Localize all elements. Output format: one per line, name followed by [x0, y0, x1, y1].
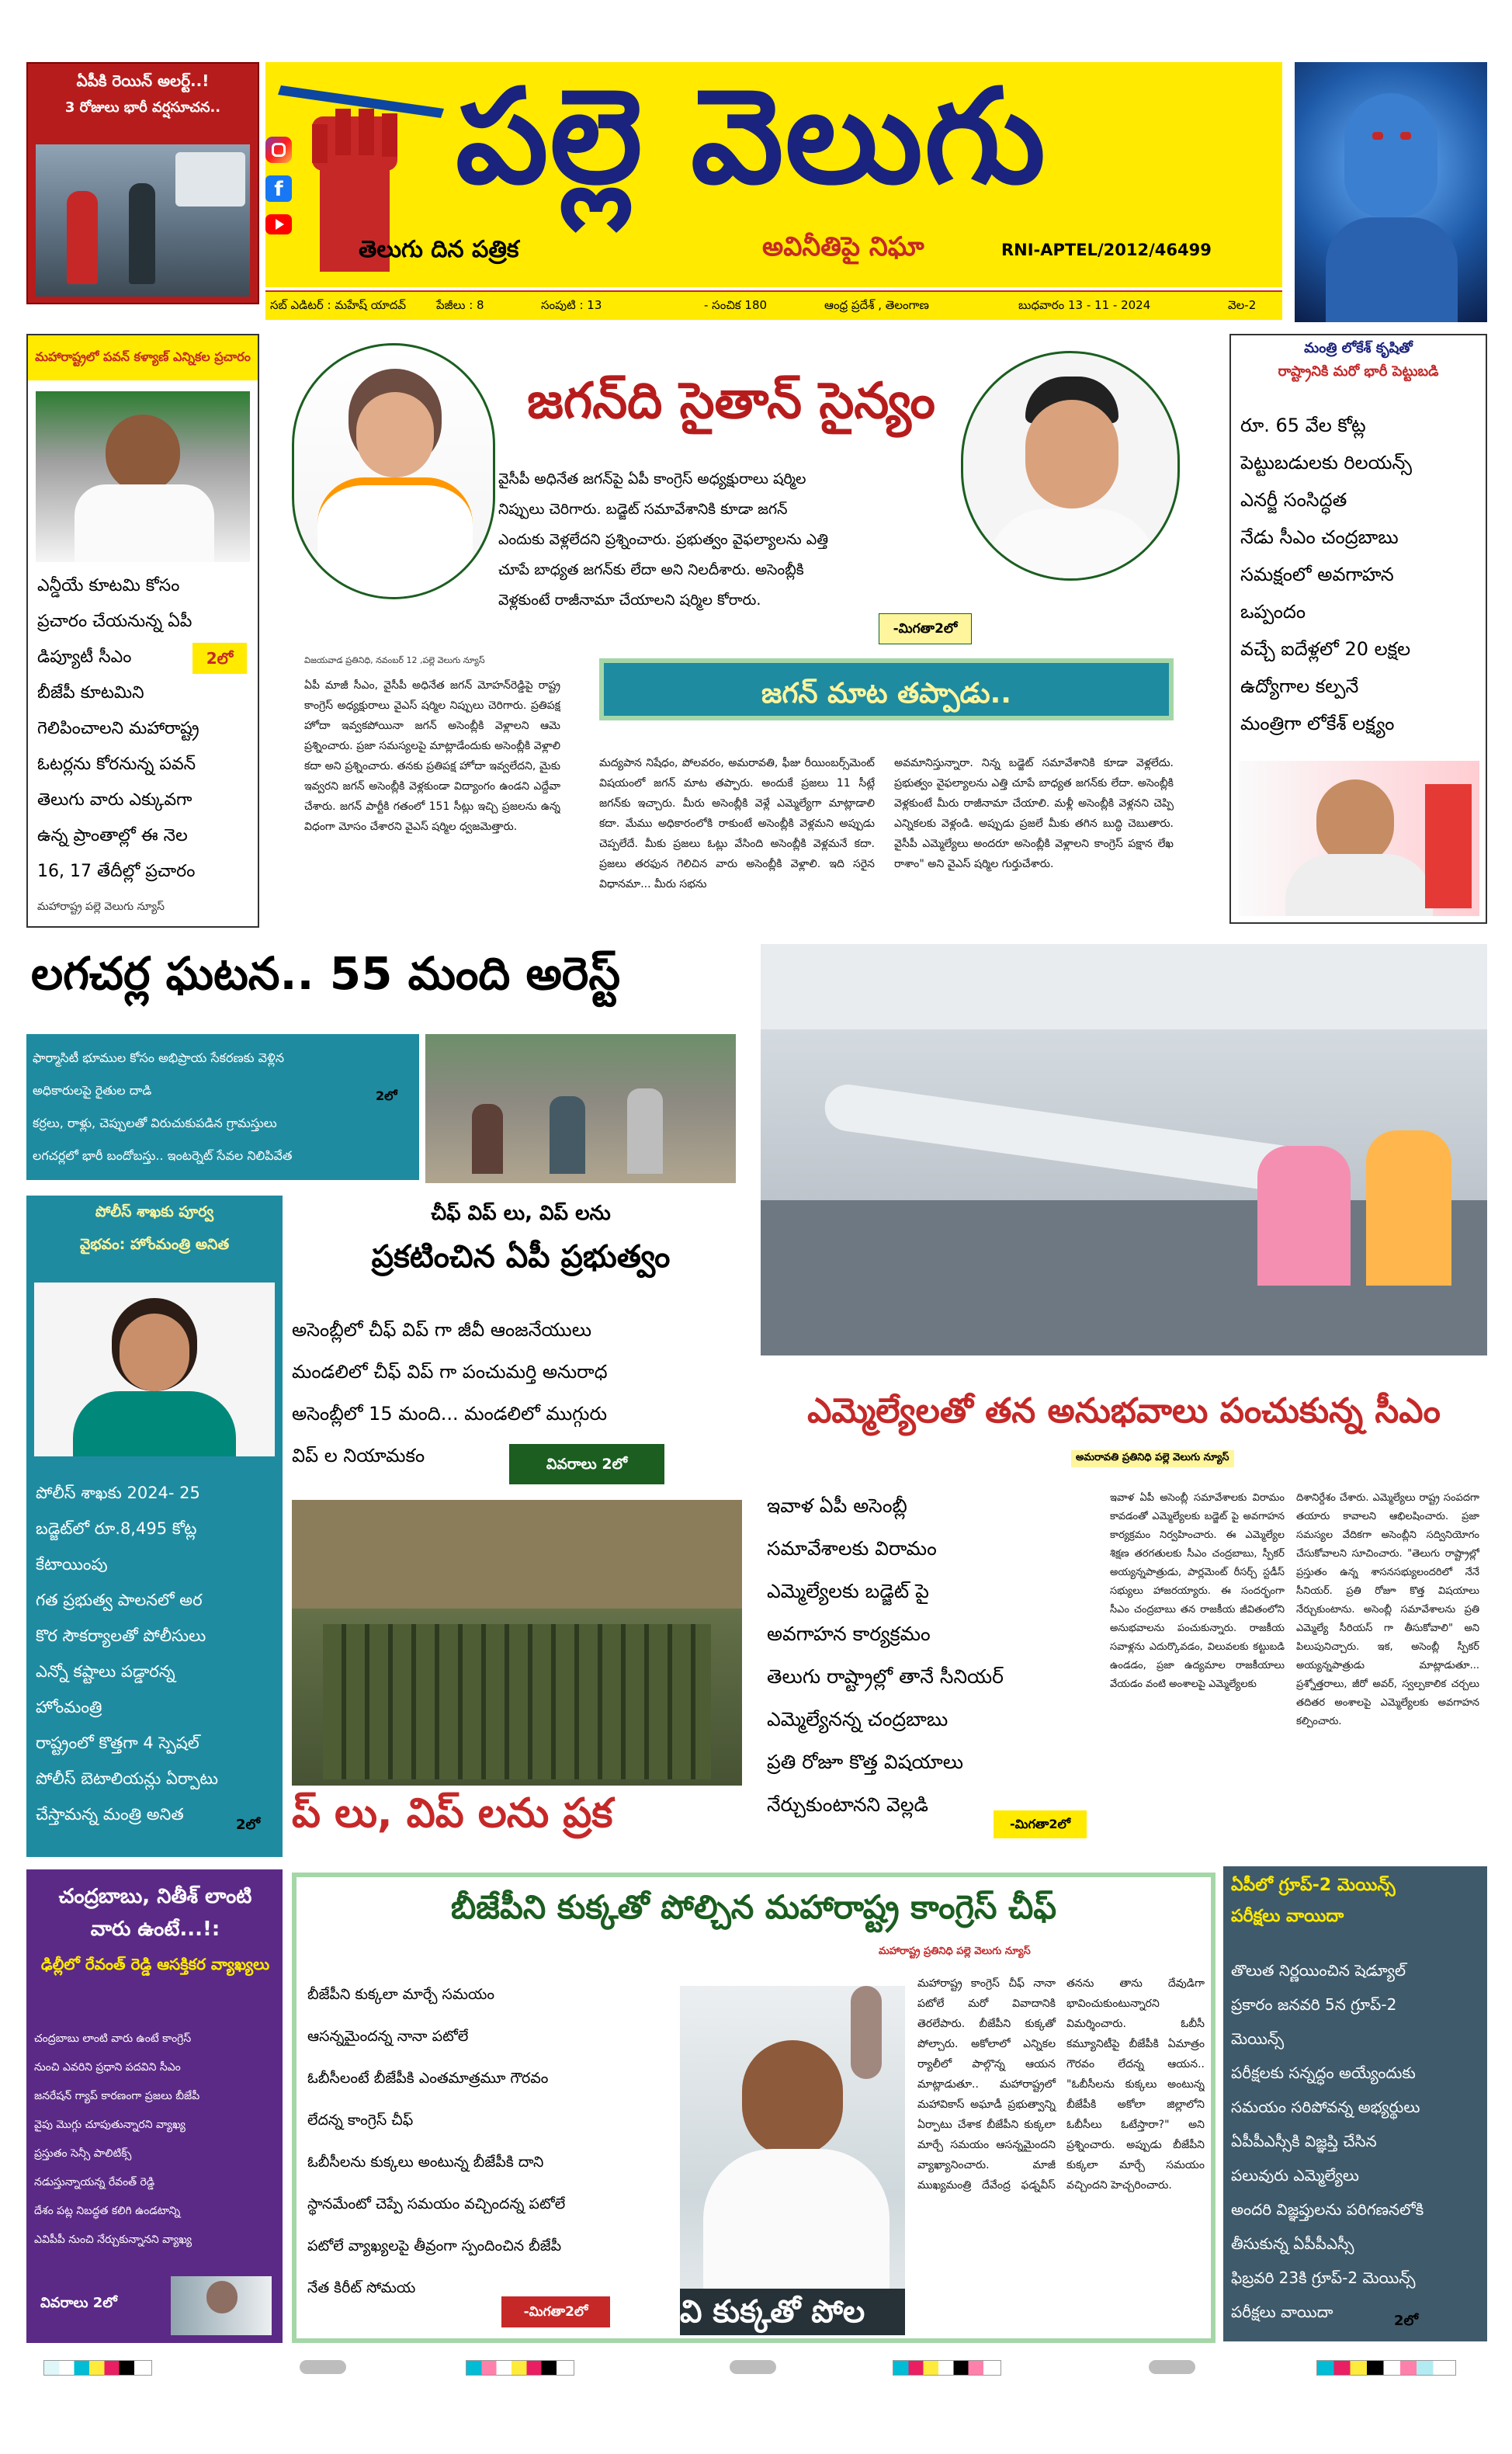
congress-points	[307, 1973, 680, 2309]
anitha-photo	[34, 1283, 275, 1456]
pawan-line: 16, 17 తేదీల్లో ప్రచారం	[37, 862, 196, 881]
police-line: హోంమంత్రి	[36, 1698, 102, 1716]
editor-label: సబ్ ఎడిటర్ : మహేష్ యాదవ్	[270, 298, 407, 312]
whip-line: అసెంబ్లీలో చీఫ్ విప్ గా జీవీ ఆంజనేయులు	[292, 1319, 592, 1341]
group2-line: సమయం సరిపోవన్న అభ్యర్థులు	[1231, 2098, 1420, 2116]
congress-line: నేత కిరీట్ సోమయ	[307, 2279, 416, 2296]
masthead-slogan: అవినీతిపై నిఘా	[762, 231, 924, 262]
masthead-tagline: తెలుగు దిన పత్రిక	[359, 236, 519, 263]
lead-body-col2: మద్యపాన నిషేధం, పోలవరం, అమరావతి, ఫీజు రీయింబర్స్‌మెంట్ విషయంలో జగన్ మాట తప్పారు. అందుకే ప్రజలు 11 సీట్లే జగన్‌కు ఇచ్చారు. మీరు అసెంబ్లీకి వెళ్లే ఎమ్మెల్యేగా మాట్లాడాలి కదా. మేము అధికారంలోకి రాకుంటే అసెంబ్లీకి వెళ్లమని అప్పుడు చెప్పలేదే. మీకు ప్రజలు ఓట్లు వేసింది అసెంబ్లీకి వెళ్లమనే కదా. ప్రజలు తరఫున గెలిచిన వారు అసెంబ్లీకి వెళ్లాలి. ఇది సరైన విధానమా... మీరు సభను	[599, 757, 875, 890]
revanth-points	[34, 2025, 279, 2254]
pawan-story[interactable]	[26, 334, 259, 928]
police-line: పోలీస్ బెటాలియన్లు ఏర్పాటు	[36, 1769, 219, 1788]
pawan-line: ఉన్న ప్రాంతాల్లో ఈ నెల	[37, 826, 188, 845]
whip-kicker: చీఫ్ విప్ లు, విప్ లను	[431, 1202, 611, 1225]
pawan-page-ref[interactable]: 2లో	[192, 643, 247, 674]
lokesh-line: నేడు సీఎం చంద్రబాబు	[1240, 526, 1399, 548]
police-header-2: వైభవం: హోంమంత్రి అనిత	[79, 1236, 230, 1253]
cm-body-col1: ఇవాళ ఏపీ అసెంబ్లీ సమావేశాలకు విరామం కావడంతో ఎమ్మెల్యేలకు బడ్జెట్ పై అవగాహన కార్యక్రమం నిర్వహించారు. ఈ ఎమ్మెల్యేల శిక్షణ తరగతులకు సీఎం చంద్రబాబు, స్పీకర్ అయ్యన్నపాత్రుడు, పార్లమెంట్ రీసర్చ్ స్టడీస్ సభ్యులు హాజరయ్యారు. ఈ సందర్భంగా సీఎం చంద్రబాబు తన రాజకీయ జీవితంలోని అనుభవాలను పంచుకున్నారు. రాజకీయ సవాళ్లను ఎదుర్కొవడం, విలువలకు కట్టుబడి ఉండడం, ప్రజా ఉద్యమాల రాజకీయాలు వేయడం వంటి అంశాలపై ఎమ్మెల్యేలకు	[1110, 1492, 1285, 1690]
price-label: వెల-2	[1228, 298, 1257, 312]
nana-patole-photo	[680, 1986, 905, 2335]
police-points	[36, 1475, 276, 1832]
congress-line: ఓబీసీలంటే బీజేపీకి ఎంతమాత్రమూ గౌరవం	[307, 2070, 549, 2087]
revanth-line: ప్రస్తుతం సెన్సీ పాలిటిక్స్	[34, 2147, 132, 2160]
cm-body-col2: దిశానిర్దేశం చేశారు. ఎమ్మెల్యేలు రాష్ట్ర సంపదగా తయారు కావాలని ఆభిలషించారు. ప్రజా సమస్యల వేదికగా అసెంబ్లీని సద్వినియోగం చేసుకోవాలని సూచించారు. "తెలుగు రాష్ట్రాల్లో ప్రస్తుతం ఉన్న శాసనసభ్యులందరిలో నేనే సీనియర్. ప్రతి రోజూ కొత్త విషయాలు నేర్చుకుంటాను. అసెంబ్లీ సమావేశాలను ప్రతి ఎమ్మెల్యే సీరియస్ గా తీసుకోవాలి" అని పిలుపునిచ్చారు. ఇక, అసెంబ్లీ స్పీకర్ అయ్యన్నపాత్రుడు మాట్లాడుతూ... ప్రశ్నోత్తరాలు, జీరో అవర్, స్వల్పకాలిక చర్చలు తదితర అంశాలపై ఎమ్మెల్యేలకు అవగాహన కల్పించారు.	[1296, 1492, 1479, 1727]
revanth-line: వైపు మొగ్గు చూపుతున్నారని వ్యాఖ్య	[34, 2119, 186, 2131]
group2-line: మెయిన్స్	[1231, 2029, 1285, 2048]
lokesh-line: ఒప్పందం	[1240, 601, 1306, 623]
group2-page-ref[interactable]: 2లో	[1394, 2313, 1419, 2329]
pages-label: పేజీలు : 8	[436, 298, 484, 312]
reg-number: RNI-APTEL/2012/46499	[1001, 241, 1212, 259]
lokesh-photo	[1239, 761, 1479, 916]
lead-story[interactable]	[281, 334, 1191, 928]
revanth-details-button[interactable]: వివరాలు 2లో	[40, 2295, 117, 2311]
revanth-line: చంద్రబాబు లాంటి వారు ఉంటే కాంగ్రెస్	[34, 2032, 192, 2045]
instagram-icon[interactable]	[265, 137, 292, 163]
group2-headline-1: ఏపీలో గ్రూప్-2 మెయిన్స్	[1231, 1876, 1396, 1895]
lead-summary-line: నిప్పులు చెరిగారు. బడ్జెట్ సమావేశానికి కూడా జగన్	[498, 501, 788, 518]
police-line: పోలీస్ శాఖకు 2024- 25	[36, 1484, 200, 1502]
group2-line: పరీక్షలకు సన్నద్ధం అయ్యేందుకు	[1231, 2064, 1416, 2082]
masthead-title: పల్లె వెలుగు	[456, 61, 1047, 213]
pawan-line: ప్రచారం చేయనున్న ఏపీ	[37, 612, 192, 631]
assembly-meeting-photo	[761, 944, 1487, 1355]
lagacharla-line: అధికారులపై రైతుల దాడి	[33, 1083, 152, 1098]
lead-summary-line: వెళ్లకుంటే రాజీనామా చేయాలని షర్మిల కోరారు.	[498, 592, 761, 609]
group2-line: ఫిబ్రవరి 23కి గ్రూప్-2 మెయిన్స్	[1231, 2268, 1416, 2287]
pawan-header: మహారాష్ట్రలో పవన్ కళ్యాణ్ ఎన్నికల ప్రచారం	[28, 335, 258, 380]
lead-more-link[interactable]: -మిగతా2లో	[879, 613, 972, 644]
lokesh-line: ఎనర్జీ సంసిద్ధత	[1240, 489, 1347, 511]
cm-line: ఎమ్మెల్యేనన్న చంద్రబాబు	[767, 1708, 948, 1730]
cm-dateline: అమరావతి ప్రతినిధి పల్లె వెలుగు న్యూస్	[1071, 1450, 1234, 1467]
revanth-line: నుంచి ఎవరిని ప్రధాని పదవిని సీఎం	[34, 2061, 181, 2074]
pawan-line: ఓటర్లను కోరనున్న పవన్	[37, 755, 196, 774]
pawan-line: బీజేపీ కూటమిని	[37, 683, 144, 703]
lagacharla-points	[33, 1042, 413, 1172]
revanth-story[interactable]	[26, 1869, 283, 2343]
whip-line: విప్ ల నియామకం	[292, 1445, 425, 1466]
police-line: బడ్జెట్‌లో రూ.8,495 కోట్ల	[36, 1519, 197, 1538]
lokesh-line: మంత్రిగా లోకేశ్ లక్ష్యం	[1240, 713, 1395, 734]
revanth-headline: చంద్రబాబు, నితీశ్ లాంటి వారు ఉంటే...!:	[58, 1885, 252, 1941]
group2-headline-2: పరీక్షలు వాయిదా	[1231, 1907, 1344, 1926]
whip-photo-caption: ప్ లు, విప్ లను ప్రక	[292, 1786, 742, 1841]
police-line: ఎన్నో కష్టాలు పడ్డారన్న	[36, 1662, 175, 1681]
rain-photo	[36, 144, 250, 297]
revanth-line: జనరేషన్ గ్యాప్ కారణంగా ప్రజలు బీజేపీ	[34, 2090, 200, 2102]
cm-line: ప్రతి రోజూ కొత్త విషయాలు	[767, 1751, 964, 1773]
police-header-1: పోలీస్ శాఖకు పూర్వ	[95, 1203, 214, 1220]
revanth-line: నడుస్తున్నాయన్న రేవంత్ రెడ్డి	[34, 2176, 155, 2188]
lead-headline: జగన్‌ది సైతాన్ సైన్యం	[527, 373, 935, 430]
youtube-icon[interactable]	[265, 214, 292, 234]
police-line: కేటాయింపు	[36, 1555, 108, 1574]
congress-line: లేదన్న కాంగ్రెస్ చీఫ్	[307, 2112, 414, 2129]
revanth-photo	[171, 2276, 272, 2335]
date-label: బుధవారం 13 - 11 - 2024	[1018, 298, 1151, 312]
lead-body-col3: అవమానిస్తున్నారా. నిన్న బడ్జెట్ సమావేశానికి కూడా వెళ్లలేదు. ప్రభుత్వం వైఫల్యాలను ఎత్తి చూపే బాధ్యత జగన్‌కు లేదా. అసెంబ్లీకి వెళ్లకుంటే మీరు రాజీనామా చేయాలి. మళ్లీ అసెంబ్లీకి వెళ్లనని చెప్పి ఎన్నికలకు వెళ్లండి. అప్పుడు ప్రజలే మీకు తగిన బుద్ధి చెబుతారు. వైసీపీ ఎమ్మెల్యేలు అందరూ అసెంబ్లీకి వెళ్లాలని కాంగ్రెస్ పక్షాన లేఖ రాశాం" అని వైఎస్ షర్మిల గుర్తుచేశారు.	[894, 757, 1174, 870]
pawan-photo	[36, 391, 250, 562]
lokesh-line: వచ్చే ఐదేళ్లలో 20 లక్షల	[1240, 638, 1411, 660]
ticker-left-subtitle: 3 రోజులు భారీ వర్షసూచన..	[64, 99, 221, 116]
congress-story[interactable]	[292, 1873, 1215, 2343]
congress-line: ఓబీసీలను కుక్కలు అంటున్న బీజేపీకి దాని	[307, 2154, 544, 2171]
group2-line: ప్రకారం జనవరి 5న గ్రూప్-2	[1231, 1995, 1397, 2014]
cm-line: అవగాహన కార్యక్రమం	[767, 1623, 931, 1645]
whip-line: మండలిలో చీఫ్ విప్ గా పంచుమర్తి అనురాధ	[292, 1361, 608, 1383]
lokesh-line: సమక్షంలో అవగాహన	[1240, 564, 1394, 585]
congress-line: పటోలే వ్యాఖ్యలపై తీవ్రంగా స్పందించిన బీజేపీ	[307, 2237, 562, 2254]
lagacharla-teaser[interactable]	[26, 1034, 419, 1180]
cm-line: ఇవాళ ఏపీ అసెంబ్లీ	[767, 1494, 907, 1517]
congress-headline: బీజేపీని కుక్కతో పోల్చిన మహారాష్ట్ర కాంగ్రెస్ చీఫ్	[450, 1888, 1057, 1926]
group2-points	[1231, 1953, 1481, 2329]
congress-line: స్థానమేంటో చెప్పే సమయం వచ్చిందన్న పటోలే	[307, 2195, 566, 2213]
group2-story[interactable]	[1223, 1866, 1487, 2341]
lead-dateline: విజయవాడ ప్రతినిధి, నవంబర్ 12 ,పల్లె వెలుగు న్యూస్	[304, 655, 485, 665]
whip-headline: ప్రకటించిన ఏపీ ప్రభుత్వం	[371, 1239, 671, 1275]
lead-body-col1: ఏపీ మాజీ సీఎం, వైసీపీ అధినేత జగన్ మోహన్‌రెడ్డిపై రాష్ట్ర కాంగ్రెస్ అధ్యక్షురాలు వైఎస్ షర్మిల నిప్పులు చెరిగారు. ప్రతిపక్ష హోదా ఇవ్వకపోయినా జగన్ అసెంబ్లీకి వెళ్లాలని ఆమె ప్రశ్నించారు. ప్రజా సమస్యలపై మాట్లాడేందుకు అసెంబ్లీకి వెళ్లాలి కదా అని ప్రశ్నించారు. తనకు ప్రతిపక్ష హోదా ఇవ్వలేదని, మైకు ఇవ్వరని జగన్ అసెంబ్లీకి వెళ్లకుండా విద్యాంగం ఉండని ఎద్దేవా చేశారు. జగన్ పార్టీకి గతంలో 151 సీట్లు ఇచ్చి ప్రజలను ఉన్న విధంగా మోసం చేశారని వైఎస్ షర్మిల ధ్వజమెత్తారు.	[304, 679, 560, 833]
cm-line: ఎమ్మెల్యేలకు బడ్జెట్ పై	[767, 1580, 929, 1602]
congress-body: మహారాష్ట్ర కాంగ్రెస్ చీఫ్ నానా పటోలే మరో వివాదానికి తెరలేపారు. బీజేపీని కుక్కతో పోల్చారు. అకోలాలో ఎన్నికల ర్యాలీలో పాల్గొన్న ఆయన మాట్లాడుతూ.. మహారాష్ట్రలో మహావికాస్ అఘాడీ ప్రభుత్వాన్ని ఏర్పాటు చేశాక బీజేపీని కుక్కలా మార్చే సమయం ఆసన్నమైందని వ్యాఖ్యానించారు. మాజీ ముఖ్యమంత్రి దేవేంద్ర ఫడ్నవీస్ తనను తాను దేవుడిగా భావించుకుంటున్నారని విమర్శించారు. ఓబీసీ కమ్యూనిటీపై బీజేపీకి ఏమాత్రం గౌరవం లేదన్న ఆయన.. "ఓబీసీలను కుక్కలు అంటున్న బీజేపీకి అకోలా జిల్లాలోని ఓబీసీలు ఓటేస్తారా?" అని ప్రశ్నించారు. అప్పుడు బీజేపీని కుక్కలా మార్చే సమయం వచ్చిందని హెచ్చరించారు.	[917, 1977, 1205, 2192]
cm-points	[767, 1484, 1101, 1826]
revanth-subhead: ఢిల్లీలో రేవంత్ రెడ్డి ఆసక్తికర వ్యాఖ్యలు	[40, 1955, 270, 1973]
facebook-icon[interactable]: f	[265, 175, 292, 202]
cm-story[interactable]	[761, 1360, 1487, 1857]
lokesh-story[interactable]	[1229, 334, 1487, 924]
lokesh-points	[1240, 407, 1481, 742]
whip-story[interactable]	[292, 1196, 750, 1857]
congress-dateline: మహారాష్ట్ర ప్రతినిధి పల్లె వెలుగు న్యూస్	[879, 1945, 1031, 1957]
pawan-line: ఎన్డీయే కూటమి కోసం	[37, 576, 180, 595]
lagacharla-headline: లగచర్ల ఘటన.. 55 మంది అరెస్ట్	[31, 947, 621, 1000]
ticker-left-title: ఏపీకి రెయిన్ అలర్ట్..!	[76, 71, 210, 90]
volume-label: సంపుటి : 13	[541, 298, 602, 312]
lagacharla-line: ఫార్మాసిటీ భూముల కోసం అభిప్రాయ సేకరణకు వెళ్లిన	[33, 1050, 285, 1065]
cm-line: సమావేశాలకు విరామం	[767, 1537, 937, 1560]
lagacharla-line: కర్రలు, రాళ్లు, చెప్పులతో విరుచుకుపడిన గ్రామస్తులు	[33, 1116, 277, 1130]
lagacharla-photo	[425, 1034, 736, 1183]
police-line: కొర సౌకర్యాలతో పోలీసులు	[36, 1626, 206, 1645]
police-story[interactable]	[26, 1196, 283, 1857]
cm-more-link[interactable]: -మిగతా2లో	[994, 1810, 1087, 1838]
pawan-line: గెలిపించాలని మహారాష్ట్ర	[37, 719, 199, 738]
police-line: చేస్తామన్న మంత్రి అనిత	[36, 1805, 184, 1824]
police-page-ref[interactable]: 2లో	[236, 1817, 261, 1833]
congress-line: బీజేపీని కుక్కలా మార్చే సమయం	[307, 1986, 495, 2003]
cm-line: తెలుగు రాష్ట్రాల్లో తానే సీనియర్	[767, 1665, 1004, 1688]
group2-line: పలువురు ఎమ్మెల్యేలు	[1231, 2166, 1359, 2185]
revanth-line: దేశం పట్ల నిబద్ధత కలిగి ఉండటాన్ని	[34, 2205, 181, 2217]
jagan-photo	[961, 351, 1180, 581]
group2-line: తొలుత నిర్ణయించిన షెడ్యూల్	[1231, 1961, 1406, 1980]
revanth-line: ఎవిపీపీ నుంచి నేర్చుకున్నానని వ్యాఖ్య	[34, 2234, 192, 2246]
group2-line: అందరి విజ్ఞప్తులను పరిగణనలోకి	[1231, 2200, 1424, 2219]
whip-line: అసెంబ్లీలో 15 మంది... మండలిలో ముగ్గురు	[292, 1403, 607, 1425]
lead-summary-line: ఎందుకు వెళ్లలేదని ప్రశ్నించారు. ప్రభుత్వం వైఫల్యాలను ఎత్తి	[498, 531, 829, 548]
cm-headline: ఎమ్మెల్యేలతో తన అనుభవాలు పంచుకున్న సీఎం	[807, 1391, 1441, 1431]
whip-details-button[interactable]: వివరాలు 2లో	[509, 1444, 664, 1484]
lagacharla-line: లగచర్లలో భారీ బందోబస్తు.. ఇంటర్నెట్ సేవల నిలిపివేత	[33, 1148, 293, 1163]
cm-line: నేర్చుకుంటానని వెల్లడి	[767, 1793, 929, 1816]
lokesh-line: పెట్టుబడులకు రిలయన్స్	[1240, 452, 1412, 474]
lagacharla-page-ref[interactable]: 2లో	[376, 1088, 397, 1103]
shiva-artwork	[1295, 62, 1487, 322]
pawan-line: డిప్యూటీ సీఎం	[37, 647, 132, 667]
congress-photo-caption: వి కుక్కతో పోల	[680, 2289, 905, 2335]
pawan-points	[37, 568, 255, 890]
lokesh-line: ఉద్యోగాల కల్పనే	[1240, 675, 1359, 697]
lead-summary	[498, 464, 964, 616]
states-label: ఆంధ్ర ప్రదేశ్ , తెలంగాణ	[824, 298, 929, 312]
lead-subhead: జగన్ మాట తప్పాడు..	[599, 658, 1174, 720]
group2-line: తీసుకున్న ఏపీపీఎస్సీ	[1231, 2234, 1354, 2253]
sharmila-photo	[292, 343, 495, 599]
group2-line: పరీక్షలు వాయిదా	[1231, 2303, 1333, 2321]
congress-more-link[interactable]: -మిగతా2లో	[501, 2296, 610, 2327]
lead-summary-line: వైసీపీ అధినేత జగన్‌పై ఏపీ కాంగ్రెస్ అధ్యక్షురాలు షర్మిల	[498, 470, 806, 488]
police-line: గత ప్రభుత్వ పాలనలో అర	[36, 1591, 203, 1609]
lead-summary-line: చూపే బాధ్యత జగన్‌కు లేదా అని నిలదీశారు. అసెంబ్లీకి	[498, 561, 804, 578]
ticker-left[interactable]	[26, 62, 259, 304]
congress-line: ఆసన్నమైందన్న నానా పటోలే	[307, 2028, 469, 2045]
lokesh-header-2: రాష్ట్రానికి మరో భారీ పెట్టుబడి	[1278, 363, 1439, 380]
info-bar	[265, 290, 1282, 320]
pawan-line: తెలుగు వారు ఎక్కువగా	[37, 790, 192, 810]
lokesh-header-1: మంత్రి లోకేశ్ కృషితో	[1304, 340, 1413, 356]
masthead	[265, 62, 1282, 287]
pawan-credit: మహారాష్ట్ర పల్లె వెలుగు న్యూస్	[37, 901, 165, 913]
issue-label: - సంచిక 180	[704, 298, 768, 312]
lokesh-line: రూ. 65 వేల కోట్ల	[1240, 415, 1366, 436]
print-color-strip	[0, 2360, 1512, 2391]
police-line: రాష్ట్రంలో కొత్తగా 4 స్పెషల్	[36, 1734, 199, 1752]
group2-line: ఏపీపీఎస్సీకి విజ్ఞప్తి చేసిన	[1231, 2132, 1377, 2150]
